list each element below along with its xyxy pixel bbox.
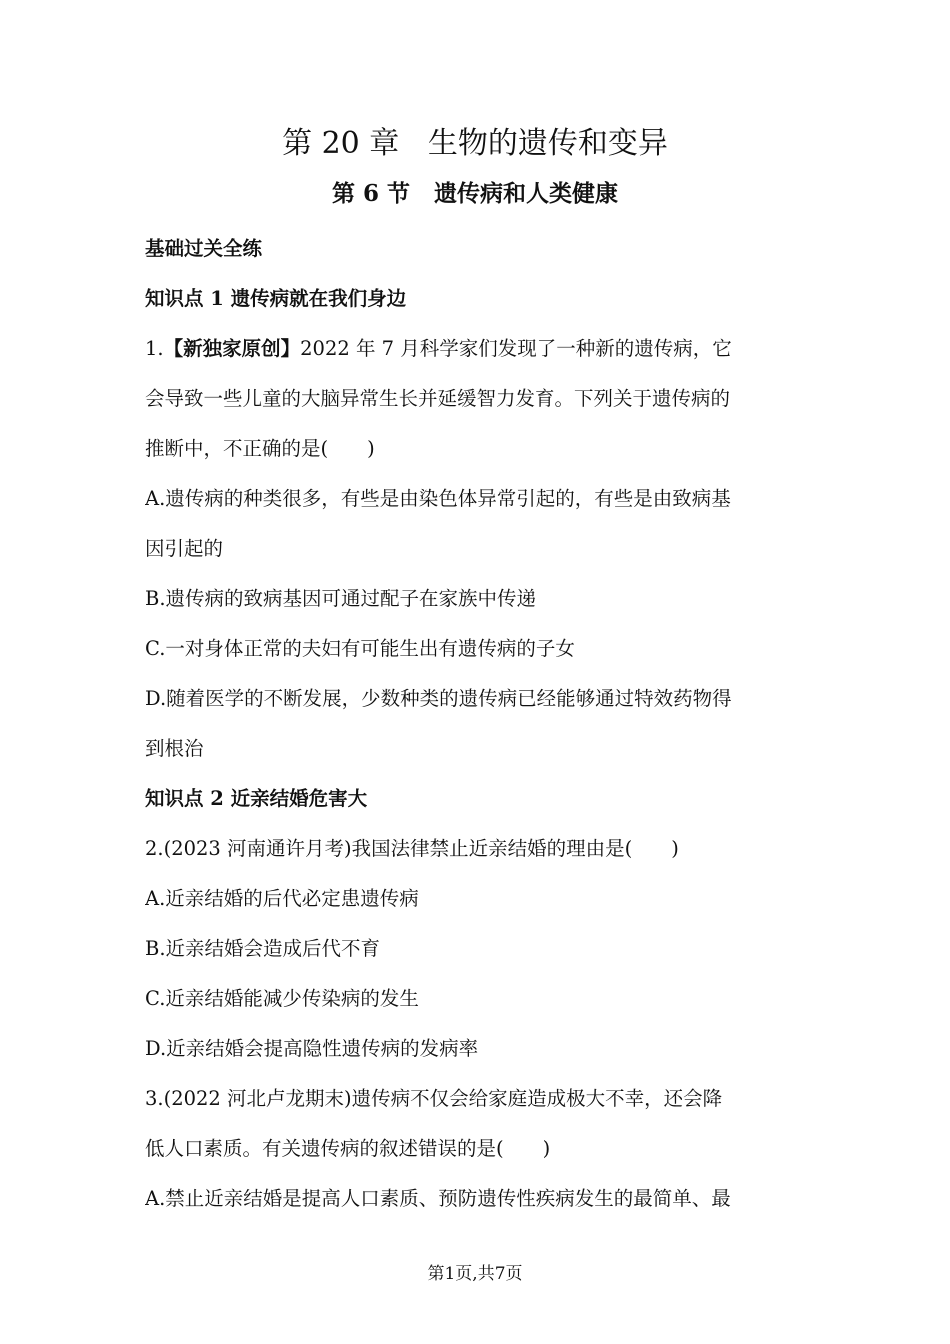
question-1-option-a-line-1: A.遗传病的种类很多，有些是由染色体异常引起的，有些是由致病基 [145,487,731,510]
question-1-option-c: C.一对身体正常的夫妇有可能生出有遗传病的子女 [145,637,575,660]
heading-knowledge-point-2: 知识点 2 近亲结婚危害大 [145,787,368,810]
question-1-line-1 [145,324,813,374]
question-text: 2022 年 7 月科学家们发现了一种新的遗传病，它 [300,337,732,360]
question-1-option-b: B.遗传病的致病基因可通过配子在家族中传递 [145,587,537,610]
question-3-line-2: 低人口素质。有关遗传病的叙述错误的是( ) [145,1137,551,1160]
heading-knowledge-point-1: 知识点 1 遗传病就在我们身边 [145,287,407,310]
question-1-option-d-line-1: D.随着医学的不断发展，少数种类的遗传病已经能够通过特效药物得 [145,687,732,710]
question-3-option-a-line-1: A.禁止近亲结婚是提高人口素质、预防遗传性疾病发生的最简单、最 [145,1187,731,1210]
question-1-line-2: 会导致一些儿童的大脑异常生长并延缓智力发育。下列关于遗传病的 [145,387,731,410]
question-1-option-a-line-2: 因引起的 [145,537,224,560]
question-3-line-1: 3.(2022 河北卢龙期末)遗传病不仅会给家庭造成极大不幸，还会降 [145,1087,723,1110]
heading-basic-practice: 基础过关全练 [145,237,263,260]
section-title: 第 6 节 遗传病和人类健康 [331,180,619,207]
question-2-option-b: B.近亲结婚会造成后代不育 [145,937,381,960]
question-number: 1. [145,337,164,360]
question-2-option-d: D.近亲结婚会提高隐性遗传病的发病率 [145,1037,479,1060]
original-tag: 【新独家原创】 [163,337,301,360]
chapter-title: 第 20 章 生物的遗传和变异 [282,126,668,161]
content-body [145,224,813,1224]
question-2-stem: 2.(2023 河南通许月考)我国法律禁止近亲结婚的理由是( ) [145,837,679,860]
question-1-line-3: 推断中，不正确的是( ) [145,437,375,460]
question-1-option-d-line-2: 到根治 [145,737,204,760]
page-number: 第1页,共7页 [427,1264,523,1284]
question-2-option-a: A.近亲结婚的后代必定患遗传病 [145,887,419,910]
question-2-option-c: C.近亲结婚能减少传染病的发生 [145,987,419,1010]
